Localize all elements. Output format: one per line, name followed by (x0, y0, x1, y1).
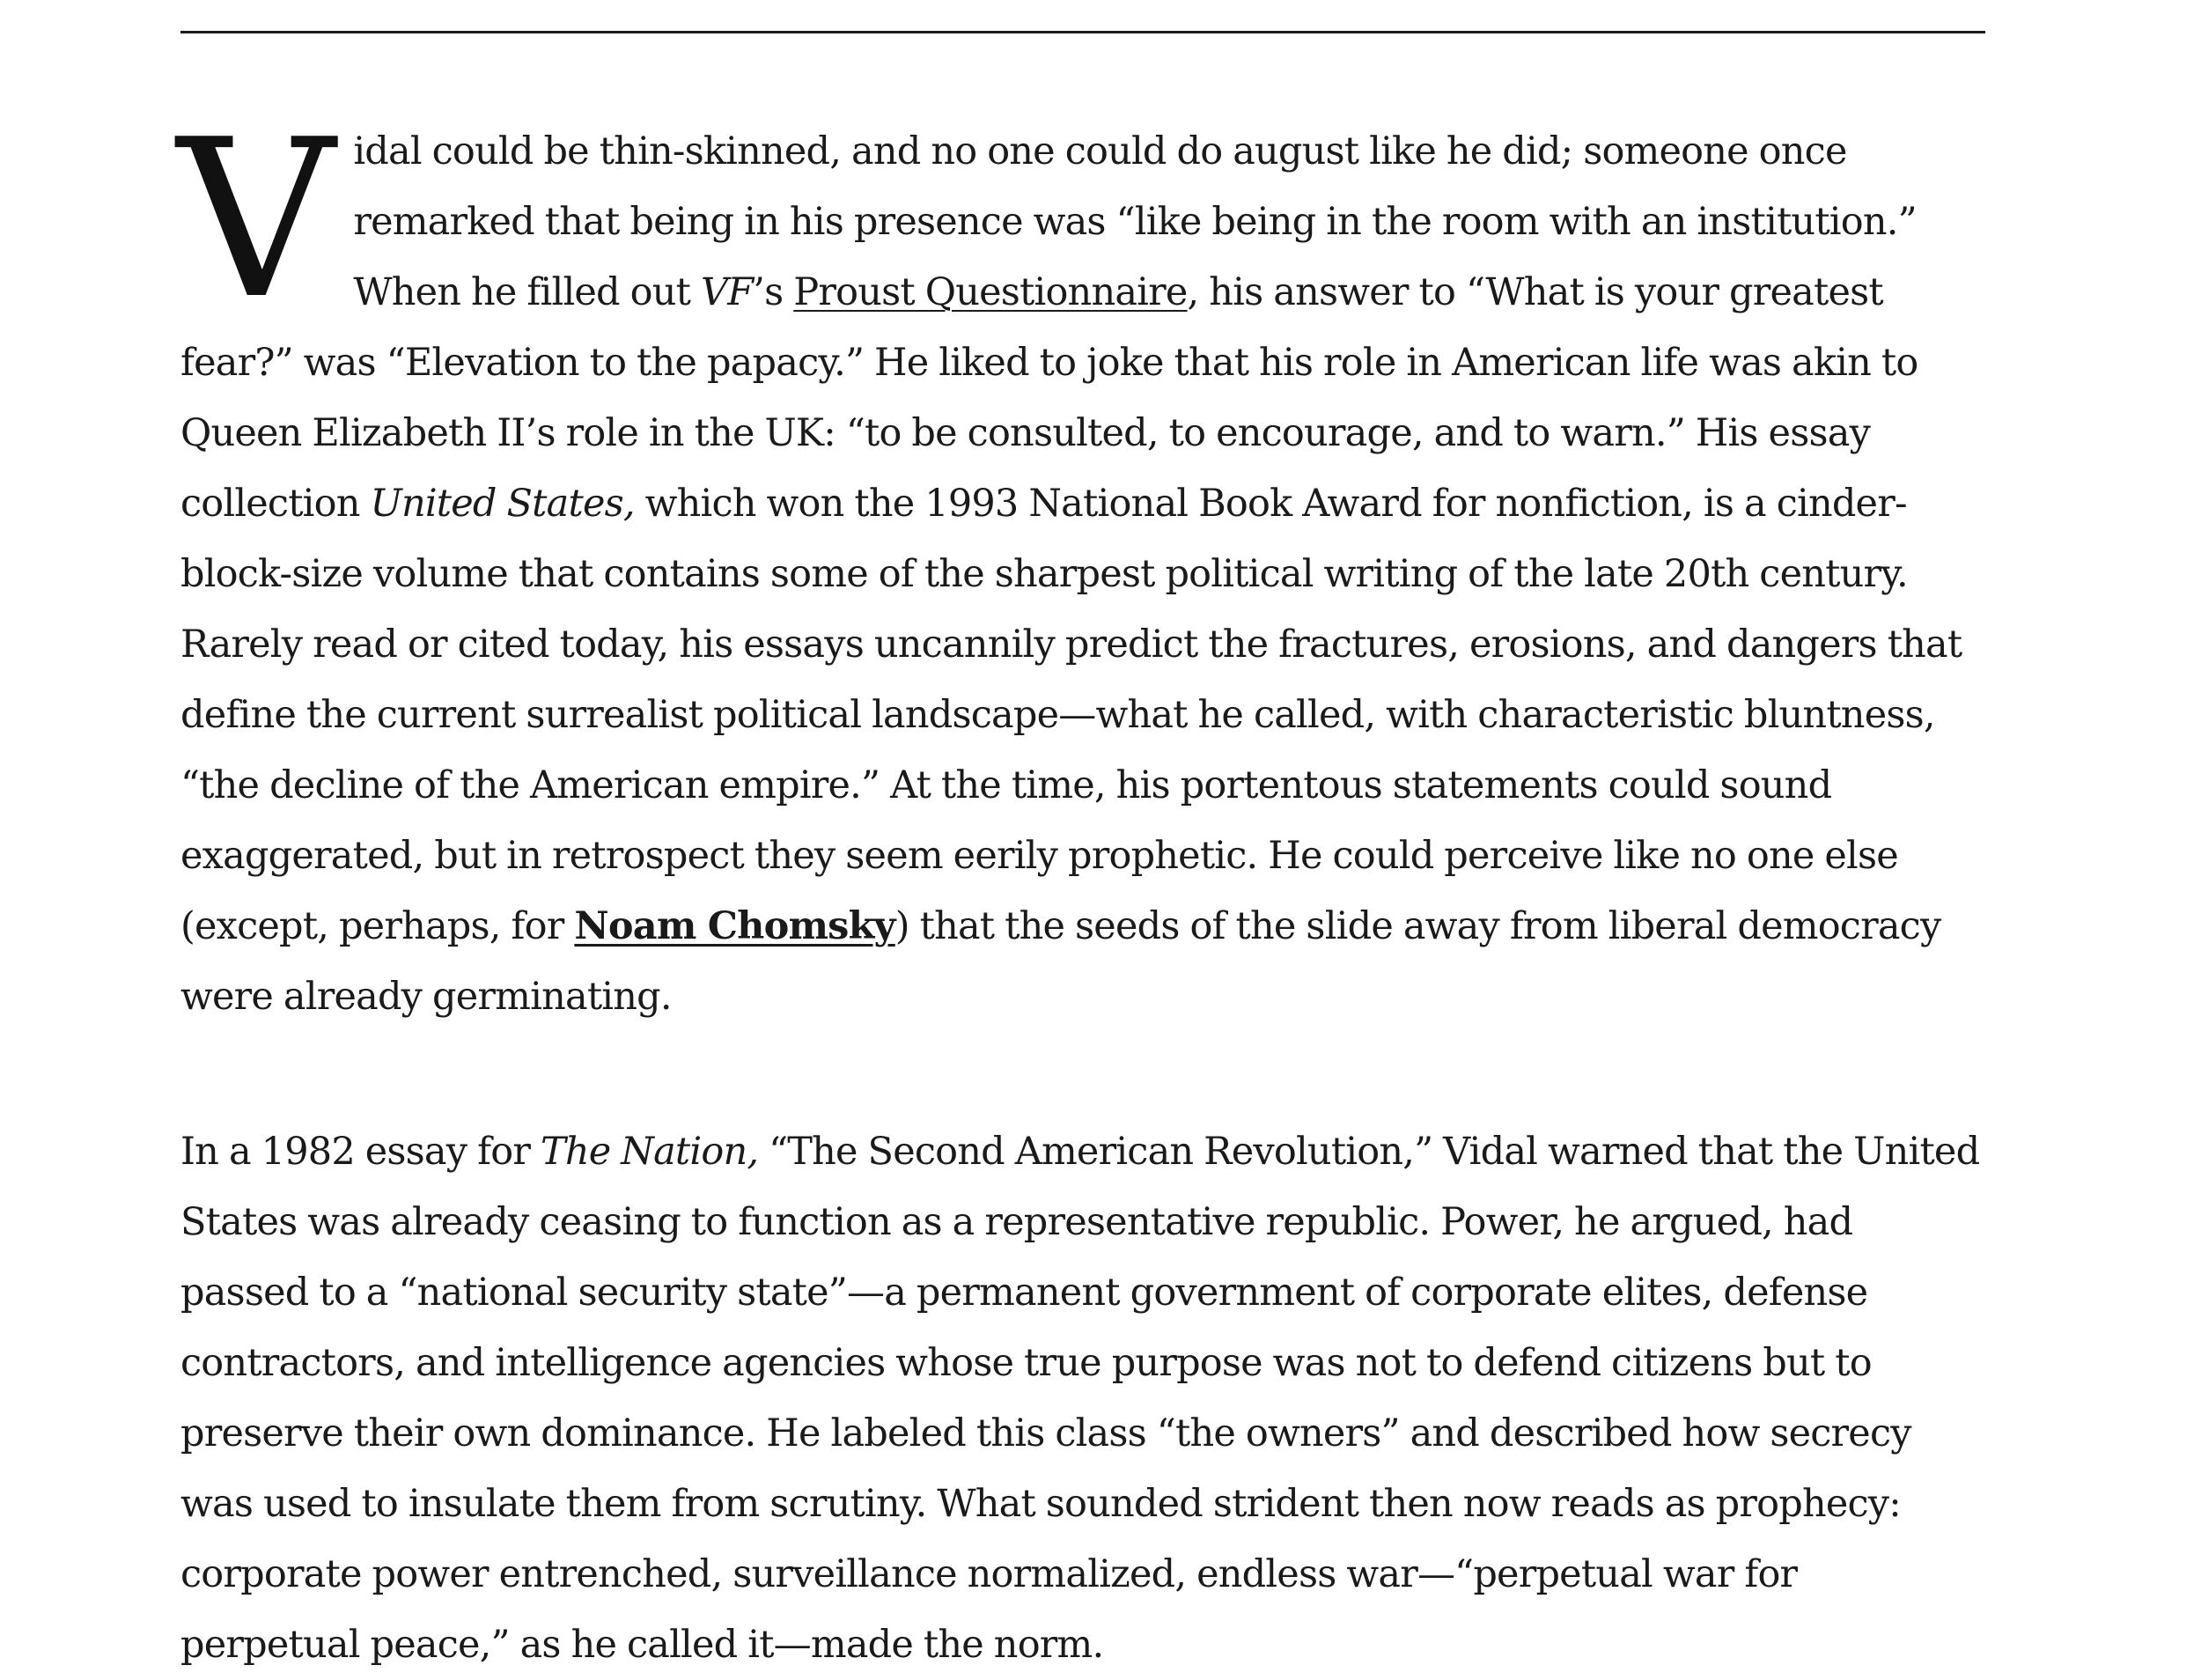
noam-chomsky-link[interactable]: Noam Chomsky (574, 904, 895, 948)
paragraph-text: idal could be thin-skinned, and no one could do august like he did; someone once remarked that being in his presence was “like being in the room with an institution.” When he filled out (353, 129, 1917, 314)
paragraph-text: , his answer to “What is your greatest fear?” was “Elevation to the papacy.” He liked to joke that his role in American life was akin to Queen Elizabeth II’s role in the UK: “to be consulted, to encourage, and to warn.” His essay collection (180, 270, 1918, 526)
drop-cap: V (177, 93, 335, 347)
section-divider (180, 31, 1985, 33)
paragraph-2 (180, 1116, 1985, 1680)
book-title: United States, (370, 482, 635, 526)
publication-name: The Nation, (540, 1130, 759, 1174)
publication-name: VF (700, 270, 754, 314)
paragraph-text: In a 1982 essay for (180, 1130, 541, 1174)
paragraph-text: ) that the seeds of the slide away from liberal democracy were already germinating. (180, 904, 1941, 1019)
proust-questionnaire-link[interactable]: Proust Questionnaire (793, 270, 1188, 314)
paragraph-1 (177, 93, 1985, 1032)
paragraph-text: “The Second American Revolution,” Vidal warned that the United States was already ceasing to function as a representative republic. Power, he argued, had passed to a “national security state”—a permanent government of corporate elites, defense contractors, and intelligence agencies whose true purpose was not to defend citizens but to preserve their own dominance. He labeled this class “the owners” and described how secrecy was used to insulate them from scrutiny. What sounded strident then now reads as prophecy: corporate power entrenched, surveillance normalized, endless war—“perpetual war for perpetual peace,” as he called it—made the norm. (180, 1130, 1980, 1667)
paragraph-text: which won the 1993 National Book Award for nonfiction, is a cinder-block-size volume that contains some of the sharpest political writing of the late 20th century. Rarely read or cited today, his essays uncannily predict the fractures, erosions, and dangers that define the current surrealist political landscape—what he called, with characteristic bluntness, “the decline of the American empire.” At the time, his portentous statements could sound exaggerated, but in retrospect they seem eerily prophetic. He could perceive like no one else (except, perhaps, for (180, 482, 1962, 948)
paragraph-text: ’s (753, 270, 794, 314)
